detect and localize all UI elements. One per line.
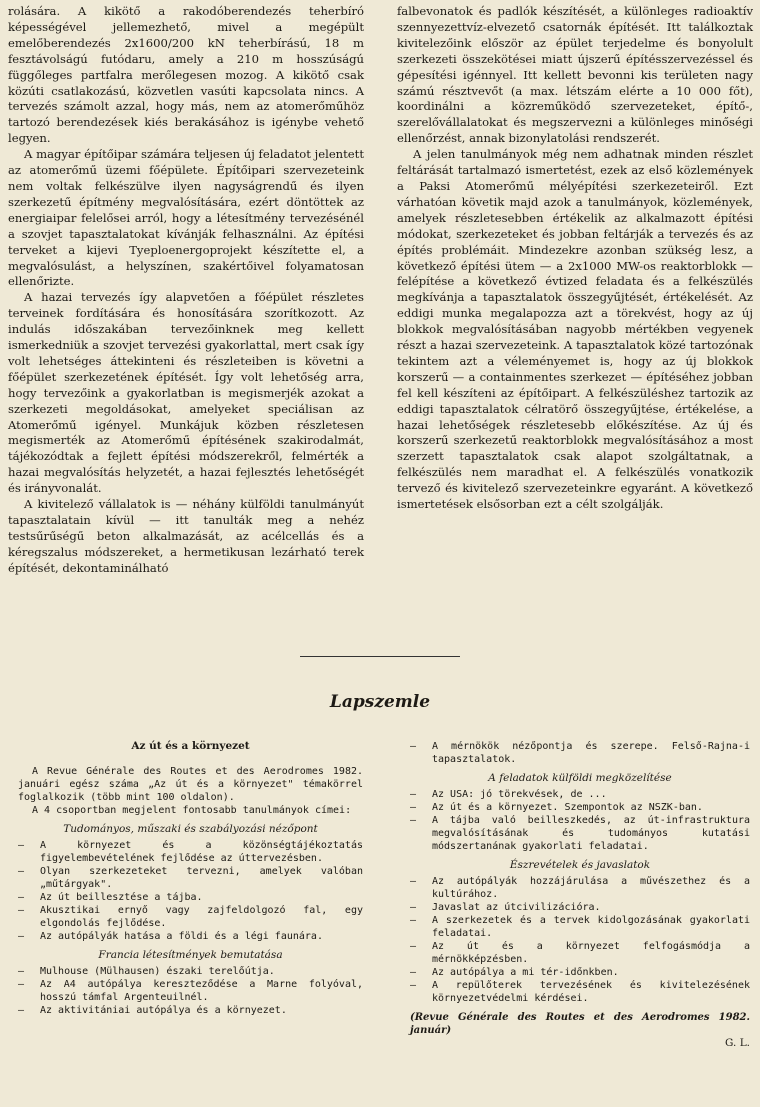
article-column-left <box>8 4 364 577</box>
review-signature: G. L. <box>725 1037 750 1049</box>
review-group-heading: Észrevételek és javaslatok <box>509 859 651 871</box>
review-intro: A 4 csoportban megjelent fontosabb tanulmányok címei: <box>32 805 352 816</box>
review-list <box>410 788 750 853</box>
review-group-heading: A feladatok külföldi megközelítése <box>488 772 672 784</box>
review-list <box>18 965 363 1017</box>
list-item: — Az autópályák hozzájárulása a művészethez és a kultúrához. <box>410 875 750 901</box>
review-list <box>410 740 750 766</box>
list-item: — A környezet és a közönségtájékoztatás figyelembevételének fejlődése az úttervezésben. <box>18 839 363 865</box>
list-item: — A szerkezetek és a tervek kidolgozásának gyakorlati feladatai. <box>410 914 750 940</box>
list-item: — Az A4 autópálya kereszteződése a Marne folyóval, hosszú támfal Argenteuilnél. <box>18 978 363 1004</box>
review-title: Az út és a környezet <box>131 740 250 752</box>
article-paragraph: A hazai tervezés így alapvetően a főépület részletes terveinek fordítására és honosítására szorítkozott. Az indulás időszakában tervezőinknek meg kellett ismerkedniük a szovjet tervezési gyakorlattal, mert csak így volt lehetséges áttekinteni és részleteiben is követni a főépület szerkezetének építését. Így volt lehetőség arra, hogy tervezőink a gyakorlatban is megismerjék azokat a szerkezeti megoldásokat, amelyeket speciálisan az Atomerőmű igényel. Munkájuk közben részletesen megismerték az Atomerőmű építésének szakirodalmát, tájékozódtak a fejlett építési módszerekről, felmérték a hazai megvalósítás helyzetét, a hazai fejlesztés lehetőségét és irányvonalát. <box>8 290 364 496</box>
list-item: — Javaslat az útcivilizációra. <box>410 901 750 914</box>
article-column-right <box>397 4 753 513</box>
list-item: — Az aktivitániai autópálya és a környezet. <box>18 1004 363 1017</box>
list-item: — Az út és a környezet. Szempontok az NSZK-ban. <box>410 801 750 814</box>
review-group-heading: Francia létesítmények bemutatása <box>98 949 283 961</box>
review-list <box>410 875 750 1005</box>
review-intro: A Revue Générale des Routes et des Aerodromes 1982. januári egész száma „Az út és a környezet" témakörrel foglalkozik (több mint 100 oldalon). <box>18 766 363 803</box>
article-paragraph: rolására. A kikötő a rakodóberendezés teherbíró képességével jellemezhető, mivel a megépült emelőberendezés 2x1600/200 kN teherbírású, 18 m fesztávolságú futódaru, amely a 210 m hosszúságú függőleges partfalra merőlegesen mozog. A kikötő csak közúti csatlakozású, közvetlen vasúti kapcsolata nincs. A tervezés számolt azzal, hogy más, nem az atomerőműhöz tartozó berendezések kiés berakásához is igénybe vehető legyen. <box>8 4 364 146</box>
list-item: — Akusztikai ernyő vagy zajfeldolgozó fal, egy elgondolás fejlődése. <box>18 904 363 930</box>
list-item: — Az út és a környezet felfogásmódja a mérnökképzésben. <box>410 940 750 966</box>
review-column-left <box>18 740 363 1017</box>
list-item: — Az autópálya a mi tér-időnkben. <box>410 966 750 979</box>
section-divider <box>300 656 460 657</box>
article-paragraph: falbevonatok és padlók készítését, a különleges radioaktív szennyezettvíz-elvezető csatornák építését. Itt találkoztak kivitelezőink először az épület terjedelme és bonyolult szerkezeti összekötései miatt újszerű építésszervezéssel és gépesítési igénnyel. Itt kellett bevonni kis területen nagy számú résztvevőt (a max. létszám elérte a 10 000 főt), koordinálni a közreműködő szervezeteket, építő-, szerelővállalatokat és megszervezni a különleges minőségi ellenőrzést, annak bizonylatolási rendszerét. <box>397 4 753 146</box>
article-paragraph: A kivitelező vállalatok is — néhány külföldi tanulmányút tapasztalatain kívül — itt tanulták meg a nehéz testsűrűségű beton alkalmazását, az acélcellás és a kéregszalus módszereket, a hermetikusan lezárható terek építését, dekontaminálható <box>8 497 364 575</box>
list-item: — A tájba való beilleszkedés, az út-infrastruktura megvalósításának és tudományos kutatási módszertanának gyakorlati feladatai. <box>410 814 750 853</box>
list-item: — Olyan szerkezeteket tervezni, amelyek valóban „műtárgyak". <box>18 865 363 891</box>
section-title: Lapszemle <box>329 692 431 712</box>
list-item: — A repülőterek tervezésének és kivitelezésének környezetvédelmi kérdései. <box>410 979 750 1005</box>
list-item: — Az USA: jó törekvések, de ... <box>410 788 750 801</box>
review-column-right <box>410 740 750 1050</box>
review-group-heading: Tudományos, műszaki és szabályozási nézőpont <box>63 823 318 835</box>
list-item: — A mérnökök nézőpontja és szerepe. Felső-Rajna-i tapasztalatok. <box>410 740 750 766</box>
list-item: — Mulhouse (Mülhausen) északi terelőútja. <box>18 965 363 978</box>
article-paragraph: A magyar építőipar számára teljesen új feladatot jelentett az atomerőmű üzemi főépülete. Építőipari szervezeteink nem voltak felkészülve ilyen nagyságrendű és ilyen szerkezetű építmény megvalósítására, ezért döntöttek az energiaipar felelősei arról, hogy a létesítmény tervezésénél a szovjet tapasztalatokat kívánják felhasználni. Az építési terveket a kijevi Tyeploenergoprojekt készítette el, a megvalósulást, a helyszínen, szakértőivel folyamatosan ellenőrizte. <box>8 147 364 289</box>
review-source: (Revue Générale des Routes et des Aerodromes 1982. január) <box>410 1012 750 1036</box>
article-paragraph: A jelen tanulmányok még nem adhatnak minden részlet feltárását tartalmazó ismertetést, ezek az első közlemények a Paksi Atomerőmű mélyépítési szerkezeteiről. Ezt várhatóan követik majd azok a tanulmányok, közlemények, amelyek részletesebben értékelik az alkalmazott építési módokat, szerkezeteket és jobban feltárják a tervezés és az építés problémáit. Mindezekre azonban szükség lesz, a következő építési ütem — a 2x1000 MW-os reaktorblokk — felépítése a következő évtized feladata és a felkészülés megkívánja a tapasztalatok összegyűjtését, értékelését. Az eddigi munka megalapozza azt a törekvést, hogy az új blokkok megvalósításában nagyobb mértékben vegyenek részt a hazai szervezeteink. A tapasztalatok közé tartozónak tekintem azt a véleményemet is, hogy az új blokkok korszerű — a containmentes szerkezet — építéséhez jobban fel kell készíteni az építőipart. A felkészüléshez tartozik az eddigi tapasztalatok célratörő összegyűjtése, értékelése, a hazai lehetőségek részletesebb előkészítése. Az új és korszerű szerkezetű reaktorblokk megvalósításához a most szerzett tapasztalatok csak alapot szolgáltatnak, a felkészülés nem maradhat el. A felkészülés vonatkozik tervező és kivitelező szervezeteinkre egyaránt. A következő ismertetések elsősorban ezt a célt szolgálják. <box>397 147 753 512</box>
list-item: — Az út beillesztése a tájba. <box>18 891 363 904</box>
list-item: — Az autópályák hatása a földi és a légi faunára. <box>18 930 363 943</box>
review-list <box>18 839 363 943</box>
